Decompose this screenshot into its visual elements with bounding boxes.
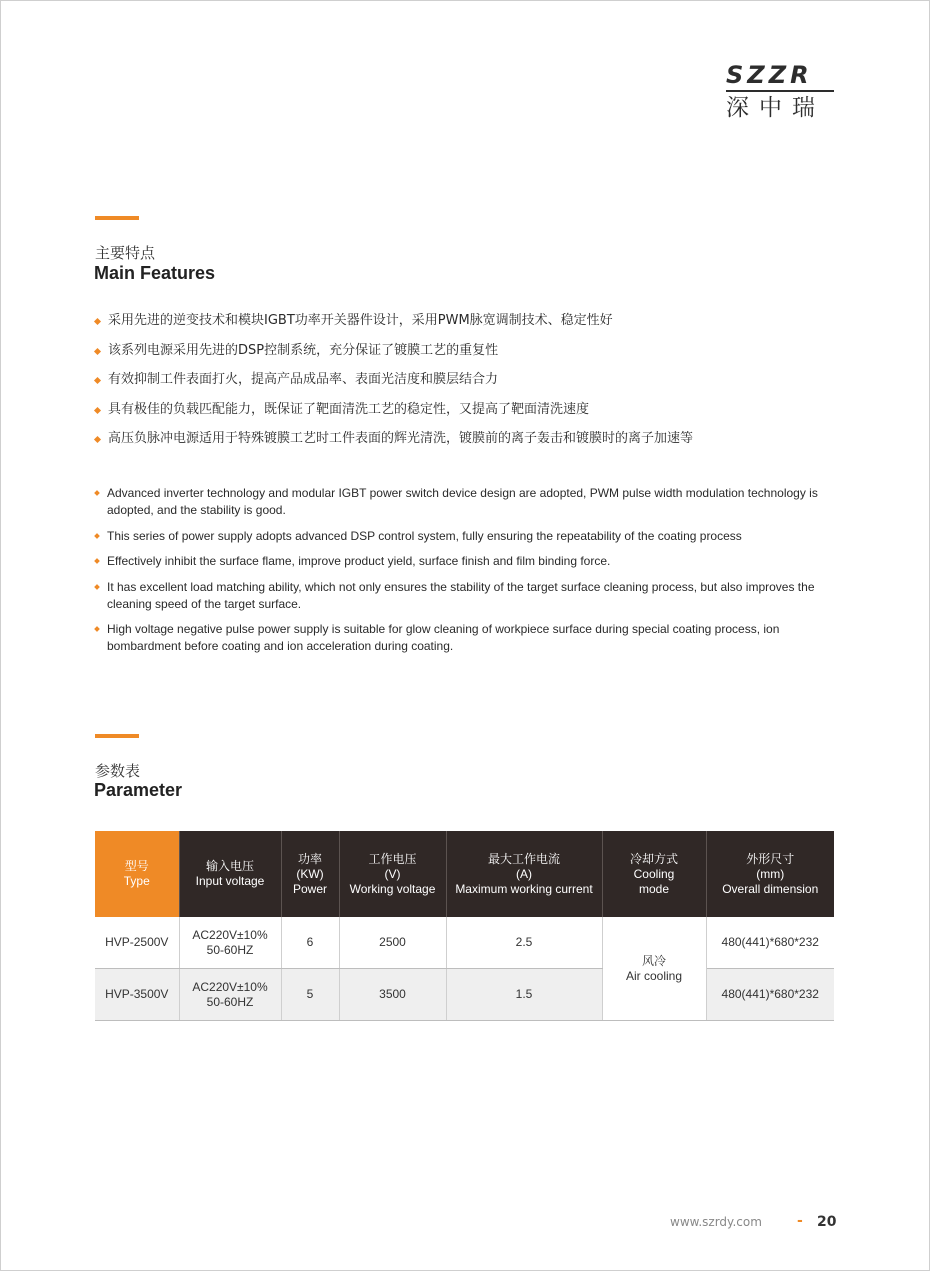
header-dimension-en: Overall dimension [722, 881, 819, 896]
header-cooling-cn: 冷却方式 [629, 851, 678, 866]
header-input-voltage-cn: 输入电压 [205, 859, 254, 873]
cell-voltage-line-2: 50-60HZ [206, 994, 254, 1009]
header-type [95, 831, 179, 917]
cell-working-voltage: 3500 [339, 969, 446, 1021]
feature-text-cn: 有效抑制工件表面打火，提高产品成品率、表面光洁度和膜层结合力 [108, 372, 499, 387]
header-cooling-en-2: mode [638, 881, 670, 896]
header-input-voltage [179, 831, 281, 917]
diamond-bullet-icon [94, 626, 100, 632]
header-input-voltage-en: Input voltage [195, 874, 265, 888]
features-list-en [95, 485, 825, 664]
header-power-cn: 功率 [297, 851, 322, 866]
features-title-en: Main Features [94, 263, 216, 283]
cell-max-current: 2.5 [446, 917, 602, 969]
diamond-bullet-icon [94, 347, 101, 354]
header-power [281, 831, 339, 917]
feature-item-cn [95, 312, 855, 342]
parameter-accent-bar [95, 734, 139, 738]
header-working-voltage-unit: (V) [384, 866, 401, 881]
feature-text-cn: 高压负脉冲电源适用于特殊镀膜工艺时工件表面的辉光清洗，镀膜前的离子轰击和镀膜时的离子加速等 [108, 431, 694, 446]
feature-item-en [95, 485, 825, 519]
header-max-current-cn: 最大工作电流 [487, 851, 560, 866]
header-max-current-unit: (A) [516, 866, 532, 881]
feature-item-en [95, 553, 825, 570]
feature-item-en [95, 528, 825, 545]
diamond-bullet-icon [94, 533, 100, 539]
header-working-voltage [339, 831, 446, 917]
feature-text-cn: 采用先进的逆变技术和模块IGBT功率开关器件设计，采用PWM脉宽调制技术、稳定性好 [108, 313, 613, 328]
cell-cooling-cn: 风冷 [641, 953, 666, 968]
header-cooling [602, 831, 706, 917]
header-power-unit: (KW) [296, 866, 324, 881]
feature-text-cn: 该系列电源采用先进的DSP控制系统，充分保证了镀膜工艺的重复性 [108, 342, 499, 358]
feature-text-en: It has excellent load matching ability, which not only ensures the stability of the target surface cleaning process, but also improves the cleaning speed of the target surface. [107, 579, 815, 611]
logo-divider [726, 90, 834, 92]
feature-item-en [95, 579, 825, 613]
parameter-table [95, 831, 834, 1021]
cell-power: 6 [281, 917, 339, 969]
header-working-voltage-cn: 工作电压 [368, 851, 417, 866]
feature-item-cn [95, 401, 855, 431]
footer-url: www.szrdy.com [670, 1215, 762, 1229]
cell-dimension: 480(441)*680*232 [706, 969, 834, 1021]
feature-text-en: High voltage negative pulse power supply is suitable for glow cleaning of workpiece surface during special coating process, ion bombardment before coating and ion acceleration during coating. [107, 622, 780, 653]
footer-dash: - [797, 1213, 803, 1229]
cell-voltage-line-2: 50-60HZ [206, 942, 254, 957]
header-dimension [706, 831, 834, 917]
diamond-bullet-icon [94, 490, 100, 496]
diamond-bullet-icon [94, 377, 101, 384]
diamond-bullet-icon [94, 406, 101, 413]
header-dimension-cn: 外形尺寸 [746, 851, 795, 866]
cell-voltage-line-1: AC220V±10% [192, 927, 268, 942]
page-number: 20 [817, 1214, 837, 1230]
logo-text-en: SZZR [726, 61, 813, 89]
logo [726, 62, 838, 121]
parameter-title-en: Parameter [94, 780, 183, 800]
header-max-current-en: Maximum working current [455, 881, 593, 896]
diamond-bullet-icon [94, 584, 100, 590]
cell-working-voltage: 2500 [339, 917, 446, 969]
feature-item-cn [95, 430, 855, 460]
features-list-cn [95, 312, 855, 460]
feature-item-cn [95, 342, 855, 372]
parameter-title-cn: 参数表 [95, 762, 141, 780]
diamond-bullet-icon [94, 318, 101, 325]
cell-power: 5 [281, 969, 339, 1021]
features-title-cn: 主要特点 [95, 244, 156, 262]
logo-text-cn: 深中瑞 [726, 95, 825, 121]
feature-item-en [95, 621, 825, 655]
header-power-en: Power [292, 881, 327, 896]
features-accent-bar [95, 216, 139, 220]
feature-text-en: This series of power supply adopts advanced DSP control system, fully ensuring the repeatability of the coating process [107, 528, 742, 543]
feature-text-en: Effectively inhibit the surface flame, improve product yield, surface finish and film binding force. [107, 554, 611, 568]
cell-cooling-en: Air cooling [625, 968, 683, 983]
feature-item-cn [95, 371, 855, 401]
cell-input-voltage [179, 917, 281, 969]
cell-cooling [602, 917, 706, 1021]
header-dimension-unit: (mm) [756, 866, 785, 881]
header-type-en: Type [123, 874, 150, 888]
header-max-current [446, 831, 602, 917]
cell-input-voltage [179, 969, 281, 1021]
diamond-bullet-icon [94, 558, 100, 564]
cell-type: HVP-2500V [95, 917, 179, 969]
feature-text-cn: 具有极佳的负载匹配能力，既保证了靶面清洗工艺的稳定性，又提高了靶面清洗速度 [108, 401, 590, 417]
header-type-cn: 型号 [124, 859, 149, 873]
diamond-bullet-icon [94, 436, 101, 443]
feature-text-en: Advanced inverter technology and modular IGBT power switch device design are adopted, PWM pulse width modulation technology is adopted, and the stability is good. [107, 486, 818, 517]
header-working-voltage-en: Working voltage [349, 881, 436, 896]
cell-dimension: 480(441)*680*232 [706, 917, 834, 969]
cell-type: HVP-3500V [95, 969, 179, 1021]
table-row [95, 917, 834, 969]
table-row [95, 969, 834, 1021]
header-cooling-en-1: Cooling [633, 866, 675, 881]
cell-max-current: 1.5 [446, 969, 602, 1021]
table-header-row [95, 831, 834, 917]
cell-voltage-line-1: AC220V±10% [192, 979, 268, 994]
